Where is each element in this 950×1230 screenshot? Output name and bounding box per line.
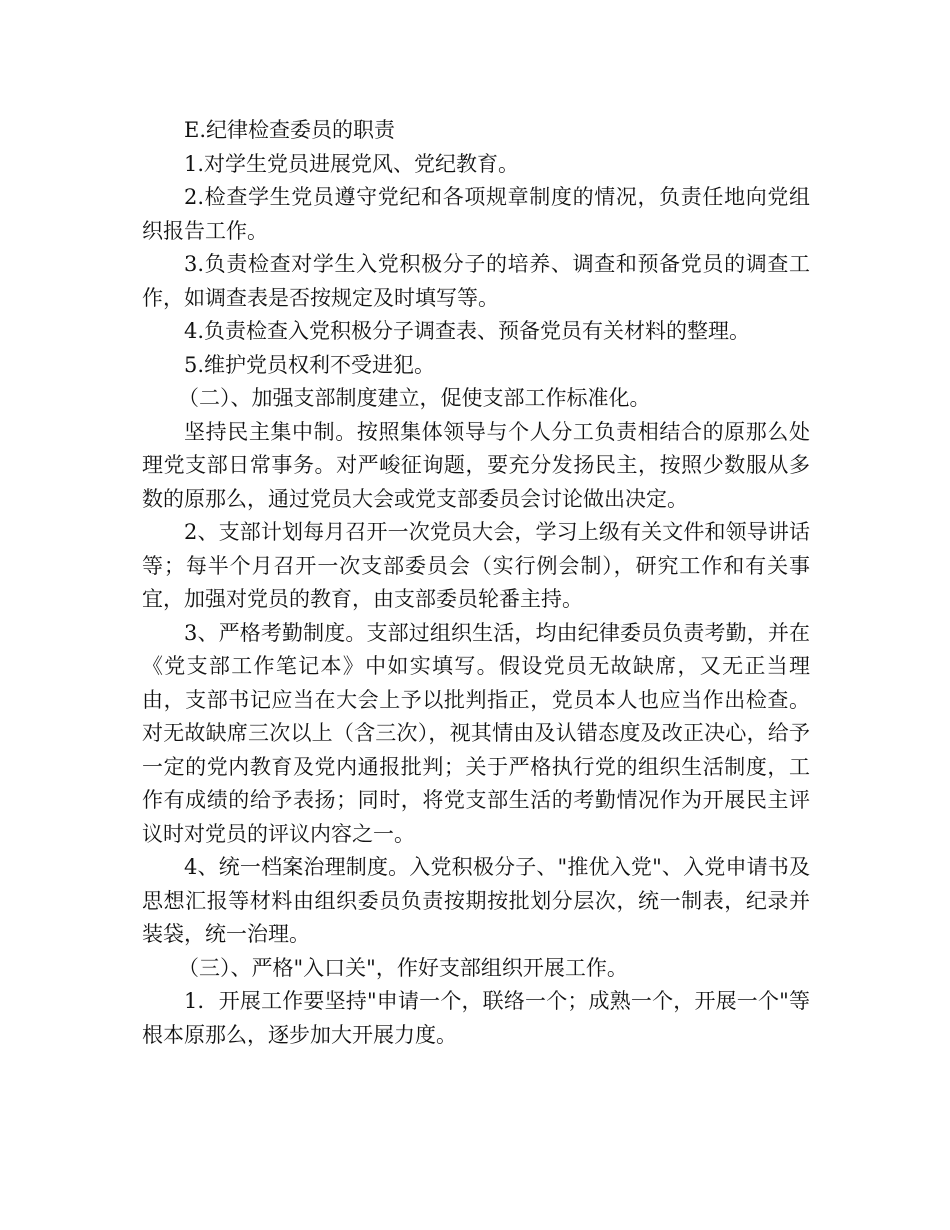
paragraph-democratic-centralism: 坚持民主集中制。按照集体领导与个人分工负责相结合的原那么处理党支部日常事务。对严峻征询题，要充分发扬民主，按照少数服从多数的原那么，通过党员大会或党支部委员会讨论做出决定。 <box>142 419 810 511</box>
paragraph-item-1: 1.对学生党员进展党风、党纪教育。 <box>184 151 520 176</box>
paragraph-archives: 4、统一档案治理制度。入党积极分子、"推优入党"、入党申请书及思想汇报等材料由组织委员负责按期按批划分层次，统一制表，纪录并装袋，统一治理。 <box>142 855 810 946</box>
paragraph-item-2: 2.检查学生党员遵守党纪和各项规章制度的情况，负责任地向党组织报告工作。 <box>142 185 810 243</box>
paragraph-item-5: 5.维护党员权利不受进犯。 <box>184 352 436 377</box>
section-heading-3: （三）、严格"入口关"，作好支部组织开展工作。 <box>178 955 628 980</box>
heading-discipline-duties: E.纪律检查委员的职责 <box>184 118 396 142</box>
paragraph-meetings: 2、支部计划每月召开一次党员大会，学习上级有关文件和领导讲话等；每半个月召开一次支部委员会（实行例会制），研究工作和有关事宜，加强对党员的教育，由支部委员轮番主持。 <box>142 520 810 611</box>
section-heading-2: （二）、加强支部制度建立，促使支部工作标准化。 <box>178 386 651 410</box>
paragraph-recruitment: 1．开展工作要坚持"申请一个，联络一个；成熟一个，开展一个"等根本原那么，逐步加大开展力度。 <box>142 989 810 1047</box>
document-body <box>142 114 810 1052</box>
paragraph-item-3: 3.负责检查对学生入党积极分子的培养、调查和预备党员的调查工作，如调查表是否按规定及时填写等。 <box>142 252 810 310</box>
paragraph-attendance: 3、严格考勤制度。支部过组织生活，均由纪律委员负责考勤，并在《党支部工作笔记本》中如实填写。假设党员无故缺席，又无正当理由，支部书记应当在大会上予以批判指正，党员本人也应当作出检查。对无故缺席三次以上（含三次），视其情由及认错态度及改正决心，给予一定的党内教育及党内通报批判；关于严格执行党的组织生活制度，工作有成绩的给予表扬；同时，将党支部生活的考勤情况作为开展民主评议时对党员的评议内容之一。 <box>142 620 810 846</box>
paragraph-item-4: 4.负责检查入党积极分子调查表、预备党员有关材料的整理。 <box>184 319 751 343</box>
